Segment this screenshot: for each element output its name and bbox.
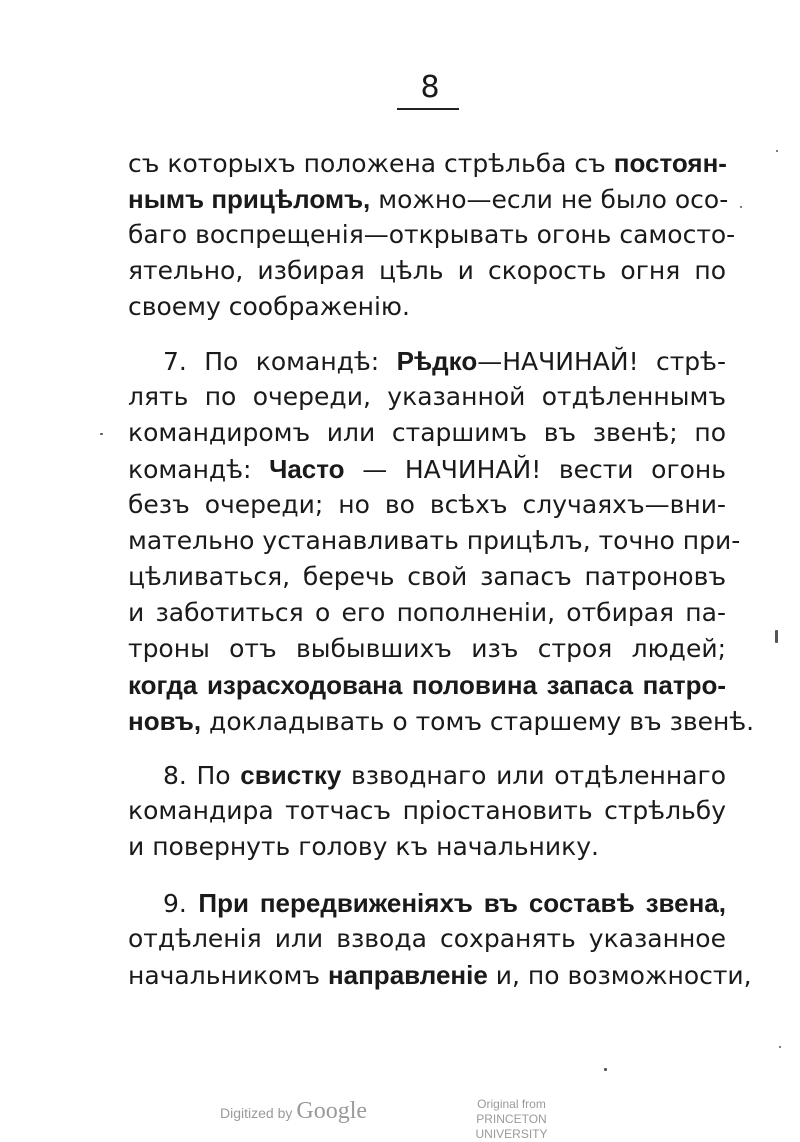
- scan-speck: [776, 150, 778, 152]
- text-line: [128, 216, 736, 254]
- text-line: [163, 342, 726, 380]
- text-segment: взводнаго или отдѣленнаго: [341, 761, 726, 790]
- text-line: [128, 252, 726, 290]
- bold-text-segment: свистку: [240, 760, 342, 790]
- text-segment: и заботиться о его пополненіи, отбирая па-: [128, 598, 726, 627]
- text-segment: 8. По: [163, 761, 241, 790]
- text-line: [128, 288, 726, 326]
- text-line: [128, 486, 726, 524]
- bold-text-segment: когда израсходована половина запаса патро-: [128, 670, 726, 700]
- text-segment: командѣ:: [128, 455, 270, 484]
- text-line: [163, 756, 726, 794]
- bold-text-segment: Часто: [269, 454, 345, 484]
- text-segment: можно—если не было осо-: [370, 185, 729, 214]
- text-line: [128, 792, 726, 830]
- bold-text-segment: новъ,: [128, 706, 202, 736]
- text-segment: и повернуть голову къ начальнику.: [128, 832, 599, 861]
- text-segment: безъ очереди; но во всѣхъ случаяхъ—вни-: [128, 490, 726, 519]
- text-segment: — НАЧИНАЙ! вести огонь: [344, 455, 726, 484]
- text-line: [128, 144, 726, 182]
- scan-speck: [100, 433, 103, 435]
- text-segment: лять по очереди, указанной отдѣленнымъ: [128, 382, 726, 411]
- bold-text-segment: При передвиженіяхъ въ составѣ звена,: [198, 888, 726, 918]
- scan-speck: [779, 1046, 781, 1048]
- text-segment: баго воспрещенія—открывать огонь самосто-: [128, 220, 736, 249]
- text-segment: мательно устанавливать прицѣлъ, точно при-: [128, 526, 741, 555]
- text-segment: командиромъ или старшимъ въ звенѣ; по: [128, 418, 726, 447]
- text-line: [128, 180, 729, 218]
- text-line: [128, 630, 726, 668]
- text-line: [128, 828, 726, 866]
- text-segment: отдѣленія или взвода сохранять указанное: [128, 924, 726, 953]
- original-from-watermark: Original from PRINCETON UNIVERSITY: [475, 1097, 548, 1141]
- page-number: 8: [420, 70, 440, 105]
- bold-text-segment: направленіе: [327, 960, 488, 990]
- text-segment: командира тотчасъ пріостановить стрѣльбу: [128, 796, 726, 825]
- bold-text-segment: постоян-: [613, 148, 727, 178]
- text-line: [128, 594, 726, 632]
- text-segment: своему соображенію.: [128, 292, 410, 321]
- text-line: [128, 920, 726, 958]
- text-segment: —НАЧИНАЙ! стрѣ-: [477, 347, 726, 376]
- text-line: [128, 378, 726, 416]
- text-segment: съ которыхъ положена стрѣльба съ: [128, 149, 614, 178]
- text-segment: троны отъ выбывшихъ изъ строя людей;: [128, 634, 726, 663]
- text-line: [128, 414, 726, 452]
- text-segment: начальникомъ: [128, 961, 328, 990]
- digitized-by-google-watermark: Digitized by Google: [220, 1098, 368, 1124]
- text-segment: цѣливаться, беречь свой запасъ патроновъ: [128, 562, 726, 591]
- page-number-rule: [397, 108, 459, 110]
- text-segment: 7. По командѣ:: [163, 347, 397, 376]
- text-line: [163, 884, 726, 922]
- text-segment: докладывать о томъ старшему въ звенѣ.: [201, 707, 755, 736]
- text-line: [128, 558, 726, 596]
- text-line: [128, 522, 741, 560]
- text-line: [128, 666, 726, 704]
- scan-speck: [740, 206, 742, 208]
- scan-speck: [604, 1068, 607, 1071]
- text-segment: 9.: [163, 889, 199, 918]
- text-line: [128, 702, 755, 740]
- bold-text-segment: Рѣдко: [396, 346, 478, 376]
- bold-text-segment: нымъ прицѣломъ,: [128, 184, 371, 214]
- text-line: [128, 956, 752, 994]
- text-segment: ятельно, избирая цѣль и скорость огня по: [128, 256, 726, 285]
- text-line: [128, 450, 726, 488]
- text-segment: и, по возможности,: [487, 961, 752, 990]
- scan-speck: [775, 630, 778, 643]
